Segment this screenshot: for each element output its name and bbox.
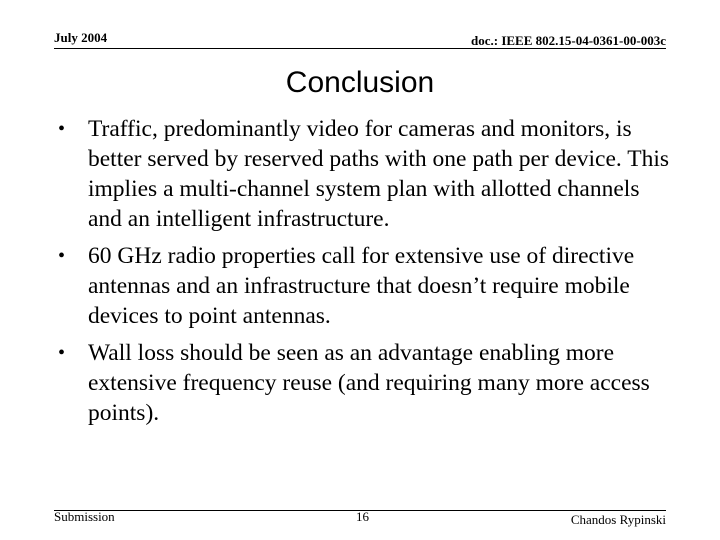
slide-title: Conclusion [285,66,435,99]
bullet-dot-icon: • [58,245,66,267]
bullet-dot-icon: • [58,118,66,140]
bullet-item [54,241,674,331]
bullet-item [54,338,674,428]
footer-author: Chandos Rypinski [570,512,666,527]
header-date: July 2004 [54,30,108,45]
bullet-text: Traffic, predominantly video for cameras and monitors, is better served by reserved paths with one path per device. This implies a multi-channel system plan with allotted channels and an intelligent infrastructure. [88,116,669,232]
page-number: 16 [356,509,369,524]
bullet-item [54,114,674,234]
bullet-list [54,114,674,435]
bullet-dot-icon: • [58,342,66,364]
bullet-text: 60 GHz radio properties call for extensive use of directive antennas and an infrastructure that doesn’t require mobile devices to point antennas. [88,243,635,329]
bullet-text: Wall loss should be seen as an advantage enabling more extensive frequency reuse (and requiring many more access points). [88,340,650,426]
footer-submission: Submission [54,509,115,524]
header-doc-id: doc.: IEEE 802.15-04-0361-00-003c [471,33,666,48]
header-divider [54,48,666,49]
